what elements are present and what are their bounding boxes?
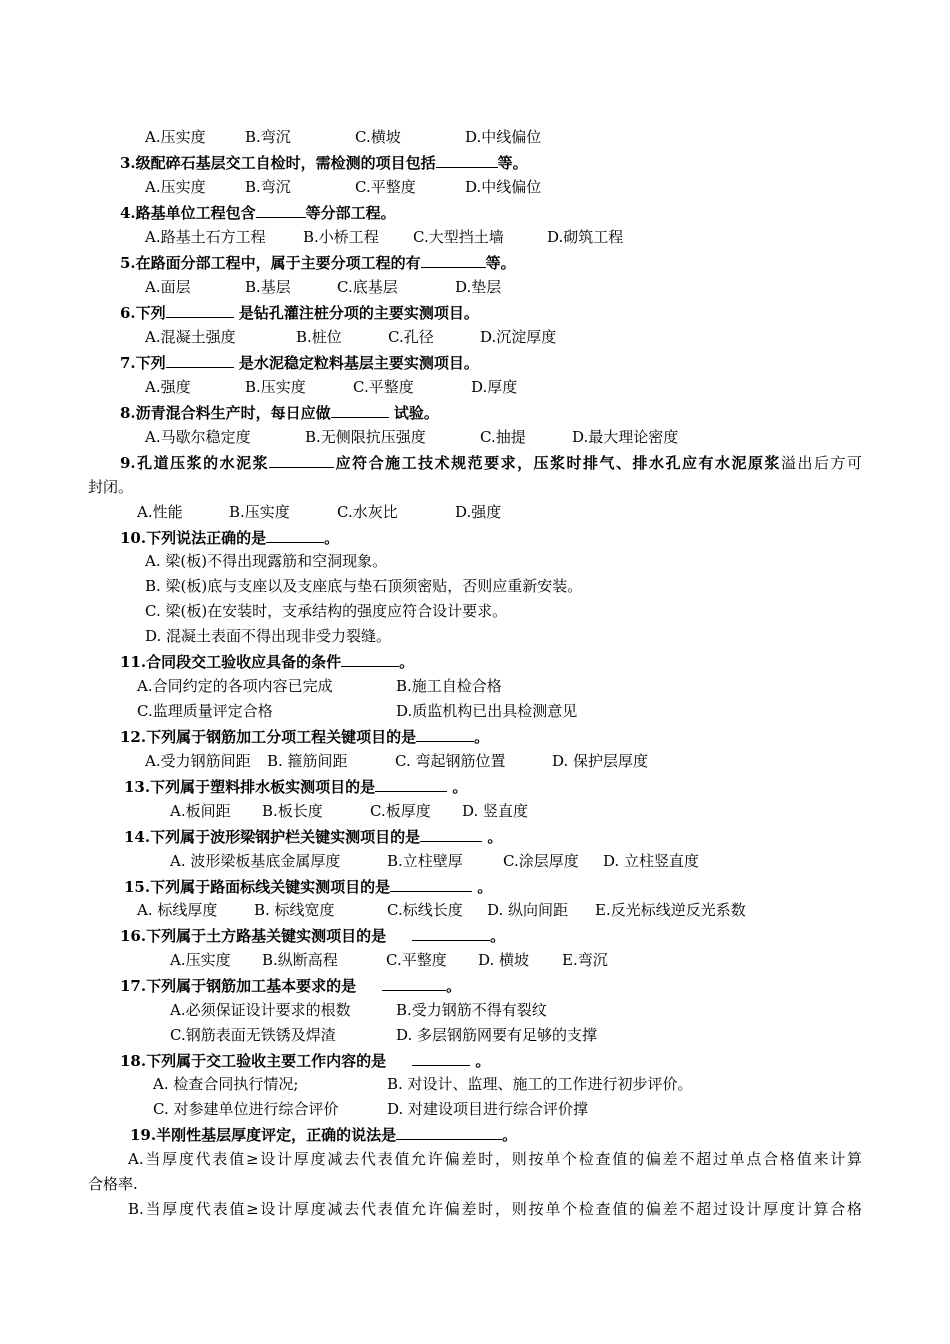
question-text: 19.半刚性基层厚度评定，正确的说法是 bbox=[130, 1126, 397, 1144]
question-text-end: 试验。 bbox=[388, 404, 439, 422]
answer-blank bbox=[396, 1124, 502, 1140]
option-b: B.当厚度代表值≥设计厚度减去代表值允许偏差时，则按单个检查值的偏差不超过设计厚度计算合格 bbox=[128, 1200, 862, 1218]
option-b: B. 箍筋间距 bbox=[267, 752, 348, 770]
option-a: A.压实度 bbox=[145, 178, 206, 196]
answer-blank bbox=[421, 252, 486, 268]
option-c: C.监理质量评定合格 bbox=[137, 702, 273, 720]
question-text-mid: 应符合施工技术规范要求，压浆时排气、排水孔应有水泥原浆 bbox=[334, 454, 781, 472]
option-c: C.水灰比 bbox=[337, 503, 398, 521]
options-q17-row2 bbox=[170, 1025, 597, 1045]
question-15 bbox=[124, 876, 492, 897]
answer-blank bbox=[166, 352, 234, 368]
option-a: A.性能 bbox=[137, 503, 183, 521]
option-b: B.弯沉 bbox=[245, 178, 291, 196]
question-text: 14.下列属于波形梁钢护栏关键实测项目的是 bbox=[124, 828, 421, 846]
option-a: A. 波形梁板基底金属厚度 bbox=[170, 852, 341, 870]
option-d: D.中线偏位 bbox=[465, 128, 542, 146]
option-a: A. 检查合同执行情况; bbox=[153, 1075, 299, 1093]
question-text-tail: 溢出后方可 bbox=[781, 454, 862, 472]
option-d: D.厚度 bbox=[471, 378, 518, 396]
question-9-continued: 封闭。 bbox=[88, 478, 134, 496]
option-c: C.板厚度 bbox=[370, 802, 431, 820]
option-a: A.马歇尔稳定度 bbox=[145, 428, 251, 446]
question-text: 8.沥青混合料生产时，每日应做 bbox=[120, 404, 331, 422]
answer-blank bbox=[436, 152, 498, 168]
question-4 bbox=[120, 202, 396, 223]
option-d: D.沉淀厚度 bbox=[480, 328, 557, 346]
question-text-end: 。 bbox=[446, 977, 462, 995]
option-a: A.混凝土强度 bbox=[145, 328, 236, 346]
option-c: C. 梁(板)在安装时，支承结构的强度应符合设计要求。 bbox=[145, 602, 508, 620]
option-a: A.路基土石方工程 bbox=[145, 228, 266, 246]
options-q2 bbox=[145, 127, 541, 147]
question-text-end: 是水泥稳定粒料基层主要实测项目。 bbox=[233, 354, 479, 372]
option-c: C.底基层 bbox=[337, 278, 398, 296]
option-b: B.弯沉 bbox=[245, 128, 291, 146]
option-d: D. 纵向间距 bbox=[487, 901, 569, 919]
option-d: D.垫层 bbox=[455, 278, 502, 296]
question-text: 4.路基单位工程包含 bbox=[120, 204, 256, 222]
question-text: 6.下列 bbox=[120, 304, 166, 322]
option-a: A. 梁(板)不得出现露筋和空洞现象。 bbox=[145, 552, 388, 570]
question-16 bbox=[120, 925, 505, 946]
question-11 bbox=[120, 651, 414, 672]
option-d: D. 多层钢筋网要有足够的支撑 bbox=[396, 1026, 598, 1044]
question-text: 7.下列 bbox=[120, 354, 166, 372]
option-a: A.合同约定的各项内容已完成 bbox=[137, 677, 333, 695]
question-text-end: 是钻孔灌注桩分项的主要实测项目。 bbox=[233, 304, 479, 322]
option-b: B.立柱壁厚 bbox=[387, 852, 463, 870]
option-b: B.无侧限抗压强度 bbox=[305, 428, 426, 446]
option-d: D. 保护层厚度 bbox=[552, 752, 649, 770]
answer-blank bbox=[412, 1050, 470, 1066]
question-9 bbox=[120, 452, 862, 473]
option-b: B.纵断高程 bbox=[262, 951, 338, 969]
question-text: 12.下列属于钢筋加工分项工程关键项目的是 bbox=[120, 728, 417, 746]
question-6 bbox=[120, 302, 479, 323]
option-e: E.反光标线逆反光系数 bbox=[595, 901, 746, 919]
option-d: D. 立柱竖直度 bbox=[603, 852, 700, 870]
option-d: D.最大理论密度 bbox=[572, 428, 679, 446]
question-12 bbox=[120, 726, 489, 747]
option-c: C.横坡 bbox=[355, 128, 401, 146]
option-d: D. 横坡 bbox=[478, 951, 530, 969]
option-c: C.孔径 bbox=[388, 328, 434, 346]
question-text: 10.下列说法正确的是 bbox=[120, 529, 267, 547]
option-b: B. 标线宽度 bbox=[254, 901, 335, 919]
option-a: A.压实度 bbox=[170, 951, 231, 969]
question-14 bbox=[124, 826, 502, 847]
question-18 bbox=[120, 1050, 490, 1071]
question-text-end: 。 bbox=[447, 778, 468, 796]
question-text: 17.下列属于钢筋加工基本要求的是 bbox=[120, 977, 357, 995]
question-text: 3.级配碎石基层交工自检时，需检测的项目包括 bbox=[120, 154, 436, 172]
option-b: B.施工自检合格 bbox=[396, 677, 502, 695]
options-q16 bbox=[170, 950, 608, 970]
options-q13 bbox=[170, 801, 528, 821]
option-c: C.涂层厚度 bbox=[503, 852, 579, 870]
options-q15 bbox=[137, 900, 746, 920]
question-5 bbox=[120, 252, 516, 273]
answer-blank bbox=[269, 452, 334, 468]
option-c: C.大型挡土墙 bbox=[413, 228, 504, 246]
option-d: D.质监机构已出具检测意见 bbox=[396, 702, 578, 720]
option-d: D.中线偏位 bbox=[465, 178, 542, 196]
option-c: C.抽提 bbox=[480, 428, 526, 446]
question-text: 5.在路面分部工程中，属于主要分项工程的有 bbox=[120, 254, 421, 272]
option-d: D. 对建设项目进行综合评价撑 bbox=[387, 1100, 589, 1118]
question-text-end: 。 bbox=[470, 1052, 491, 1070]
option-a: A. 标线厚度 bbox=[137, 901, 218, 919]
option-b: B.压实度 bbox=[229, 503, 290, 521]
question-8 bbox=[120, 402, 439, 423]
question-text: 16.下列属于土方路基关键实测项目的是 bbox=[120, 927, 387, 945]
option-a: A.面层 bbox=[145, 278, 191, 296]
option-a: A.板间距 bbox=[170, 802, 231, 820]
option-a: A.受力钢筋间距 bbox=[145, 752, 251, 770]
question-text-end: 。 bbox=[324, 529, 340, 547]
option-b: B.基层 bbox=[245, 278, 291, 296]
option-a: A.强度 bbox=[145, 378, 191, 396]
option-a-continued: 合格率. bbox=[88, 1175, 138, 1193]
options-q8 bbox=[145, 427, 678, 447]
question-text: 9.孔道压浆的水泥浆 bbox=[120, 454, 270, 472]
option-c: C.平整度 bbox=[386, 951, 447, 969]
question-text-end: 等。 bbox=[497, 154, 528, 172]
question-text-end: 。 bbox=[474, 728, 490, 746]
option-c: C.平整度 bbox=[355, 178, 416, 196]
question-text: 15.下列属于路面标线关键实测项目的是 bbox=[124, 878, 391, 896]
option-e: E.弯沉 bbox=[562, 951, 608, 969]
answer-blank bbox=[412, 925, 490, 941]
options-q17-row1 bbox=[170, 1000, 547, 1020]
question-3 bbox=[120, 152, 528, 173]
question-text-end: 。 bbox=[399, 653, 415, 671]
options-q18-row2 bbox=[153, 1099, 588, 1119]
option-d: D. 竖直度 bbox=[462, 802, 529, 820]
option-b: B.受力钢筋不得有裂纹 bbox=[396, 1001, 547, 1019]
option-c: C.平整度 bbox=[353, 378, 414, 396]
question-17 bbox=[120, 975, 461, 996]
question-text-end: 。 bbox=[502, 1126, 518, 1144]
question-text-end: 等分部工程。 bbox=[305, 204, 396, 222]
options-q9 bbox=[137, 502, 501, 522]
question-text-end: 等。 bbox=[485, 254, 516, 272]
answer-blank bbox=[420, 826, 482, 842]
option-b: B.小桥工程 bbox=[303, 228, 379, 246]
question-7 bbox=[120, 352, 479, 373]
question-text-end: 。 bbox=[472, 878, 493, 896]
options-q6 bbox=[145, 327, 556, 347]
answer-blank bbox=[416, 726, 474, 742]
question-text: 18.下列属于交工验收主要工作内容的是 bbox=[120, 1052, 387, 1070]
question-13 bbox=[124, 776, 467, 797]
question-text-end: 。 bbox=[490, 927, 506, 945]
option-a: A.必须保证设计要求的根数 bbox=[170, 1001, 351, 1019]
answer-blank bbox=[331, 402, 389, 418]
options-q11-row1 bbox=[137, 676, 502, 696]
options-q12 bbox=[145, 751, 648, 771]
question-text: 13.下列属于塑料排水板实测项目的是 bbox=[124, 778, 376, 796]
option-a: A.压实度 bbox=[145, 128, 206, 146]
option-b: B. 梁(板)底与支座以及支座底与垫石顶须密贴，否则应重新安装。 bbox=[145, 577, 583, 595]
answer-blank bbox=[166, 302, 234, 318]
options-q11-row2 bbox=[137, 701, 577, 721]
option-c: C.钢筋表面无铁锈及焊渣 bbox=[170, 1026, 336, 1044]
option-d: D.强度 bbox=[455, 503, 502, 521]
option-c: C.标线长度 bbox=[387, 901, 463, 919]
option-b: B. 对设计、监理、施工的工作进行初步评价。 bbox=[387, 1075, 693, 1093]
option-b: B.压实度 bbox=[245, 378, 306, 396]
answer-blank bbox=[375, 776, 447, 792]
option-b: B.桩位 bbox=[296, 328, 342, 346]
question-10 bbox=[120, 527, 339, 548]
options-q5 bbox=[145, 277, 501, 297]
option-d: D. 混凝土表面不得出现非受力裂缝。 bbox=[145, 627, 392, 645]
question-text: 11.合同段交工验收应具备的条件 bbox=[120, 653, 342, 671]
question-text-end: 。 bbox=[482, 828, 503, 846]
options-q18-row1 bbox=[153, 1074, 693, 1094]
option-a: A.当厚度代表值≥设计厚度减去代表值允许偏差时，则按单个检查值的偏差不超过单点合格值来计算 bbox=[128, 1150, 862, 1168]
options-q4 bbox=[145, 227, 623, 247]
options-q7 bbox=[145, 377, 517, 397]
option-b: B.板长度 bbox=[262, 802, 323, 820]
answer-blank bbox=[382, 975, 446, 991]
option-d: D.砌筑工程 bbox=[547, 228, 624, 246]
question-19 bbox=[130, 1124, 517, 1145]
answer-blank bbox=[341, 651, 399, 667]
answer-blank bbox=[390, 876, 472, 892]
answer-blank bbox=[266, 527, 324, 543]
answer-blank bbox=[256, 202, 306, 218]
options-q14 bbox=[170, 851, 699, 871]
options-q3 bbox=[145, 177, 541, 197]
option-c: C. 弯起钢筋位置 bbox=[395, 752, 506, 770]
option-c: C. 对参建单位进行综合评价 bbox=[153, 1100, 339, 1118]
